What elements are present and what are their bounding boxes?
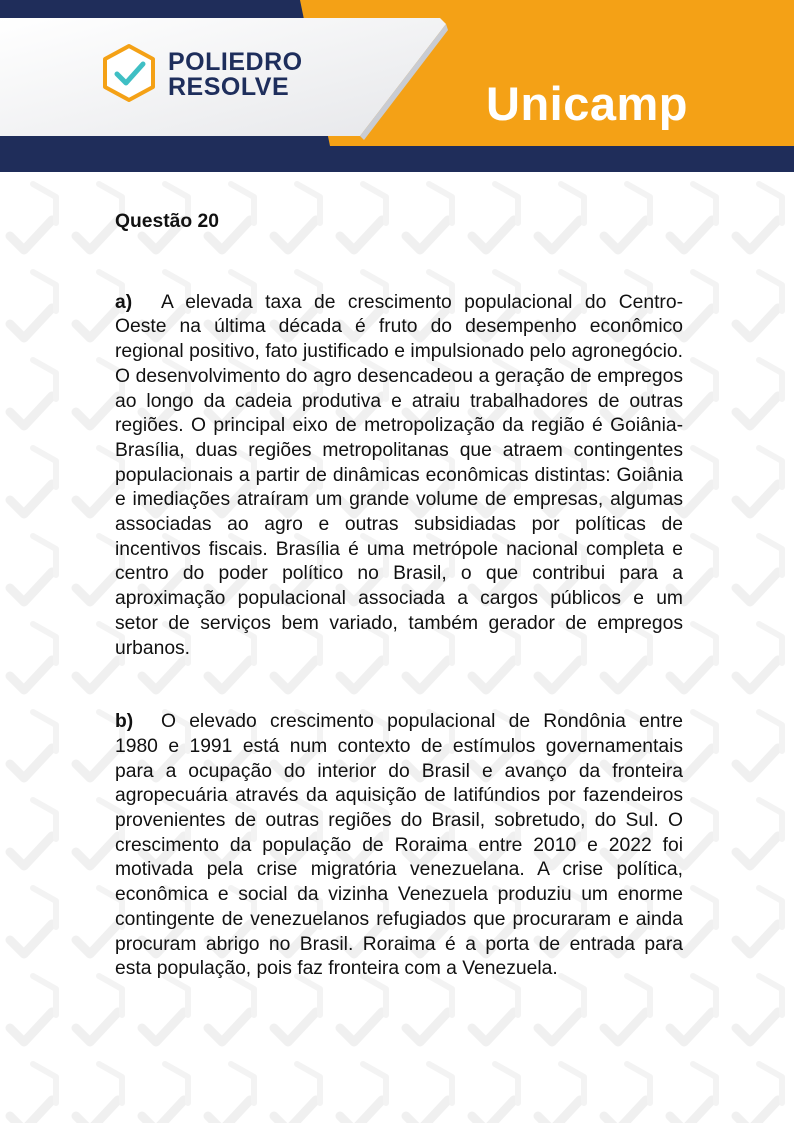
brand-line-1: POLIEDRO	[168, 48, 303, 76]
hexagon-check-logo-icon	[100, 42, 158, 104]
answer-a-label: a)	[115, 291, 133, 313]
answer-a	[115, 291, 683, 662]
exam-name: Unicamp	[486, 77, 688, 130]
answer-a-text: A elevada taxa de crescimento populacional do Centro-Oeste na última década é fruto do desempenho econômico regional positivo, fato justificado e impulsionado pelo agronegócio. O desenvolvimento do agro desencadeou a geração de empregos ao longo da cadeia produtiva e atraiu trabalhadores de outras regiões. O principal eixo de metropolização da região é Goiânia-Brasília, duas regiões metropolitanas que atraem contingentes populacionais a partir de dinâmicas econômicas distintas: Goiânia e imediações atraíram um grande volume de empresas, algumas associadas ao agro e outras subsidiadas por políticas de incentivos fiscais. Brasília é uma metrópole nacional completa e centro do poder político no Brasil, o que contribui para a aproximação populacional associada a cargos públicos e um setor de serviços bem variado, também gerador de empregos urbanos.	[115, 291, 683, 659]
answer-b-text: O elevado crescimento populacional de Rondônia entre 1980 e 1991 está num contexto de estímulos governamentais para a ocupação do interior do Brasil e avanço da fronteira agropecuária através da aquisição de latifúndios por fazendeiros provenientes de outras regiões do Brasil, sobretudo, do Sul. O crescimento da população de Roraima entre 2010 e 2022 foi motivada pela crise migratória venezuelana. A crise política, econômica e social da vizinha Venezuela produziu um enorme contingente de venezuelanos refugiados que procuraram e ainda procuram abrigo no Brasil. Roraima é a porta de entrada para esta população, pois faz fronteira com a Venezuela.	[115, 711, 683, 980]
question-title: Questão 20	[115, 211, 219, 232]
answer-b	[115, 710, 683, 982]
answer-b-label: b)	[115, 711, 134, 733]
header-banner	[0, 0, 794, 172]
brand-name	[168, 50, 303, 100]
brand-line-2: RESOLVE	[168, 73, 290, 101]
main-content	[115, 210, 683, 982]
